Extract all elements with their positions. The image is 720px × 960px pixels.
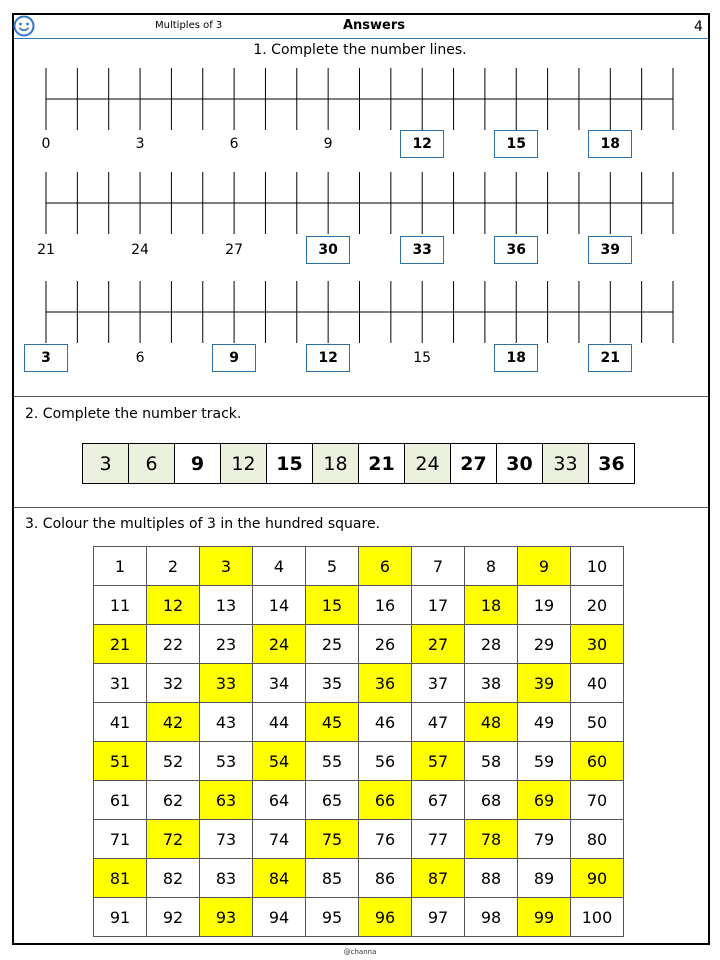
multiple-cell: 9 xyxy=(518,547,571,586)
number-label: 15 xyxy=(413,350,432,366)
multiple-cell: 12 xyxy=(147,586,200,625)
number-cell: 95 xyxy=(306,898,359,937)
hundred-square-row xyxy=(94,781,624,820)
number-cell: 8 xyxy=(465,547,518,586)
track-cell: 24 xyxy=(405,444,451,483)
number-cell: 74 xyxy=(253,820,306,859)
number-cell: 17 xyxy=(412,586,465,625)
number-cell: 26 xyxy=(359,625,412,664)
track-cell: 15 xyxy=(267,444,313,483)
number-cell: 98 xyxy=(465,898,518,937)
number-cell: 71 xyxy=(94,820,147,859)
number-label: 6 xyxy=(135,350,145,366)
number-cell: 38 xyxy=(465,664,518,703)
number-cell: 79 xyxy=(518,820,571,859)
answer-box: 3 xyxy=(24,344,68,372)
topic-label: Multiples of 3 xyxy=(155,20,223,31)
number-lines xyxy=(0,0,720,400)
multiple-cell: 42 xyxy=(147,703,200,742)
multiple-cell: 54 xyxy=(253,742,306,781)
hundred-square-row xyxy=(94,547,624,586)
number-cell: 91 xyxy=(94,898,147,937)
multiple-cell: 72 xyxy=(147,820,200,859)
multiple-cell: 6 xyxy=(359,547,412,586)
number-cell: 32 xyxy=(147,664,200,703)
number-cell: 5 xyxy=(306,547,359,586)
multiple-cell: 84 xyxy=(253,859,306,898)
multiple-cell: 27 xyxy=(412,625,465,664)
number-cell: 52 xyxy=(147,742,200,781)
answer-box: 21 xyxy=(588,344,632,372)
multiple-cell: 36 xyxy=(359,664,412,703)
multiple-cell: 51 xyxy=(94,742,147,781)
number-cell: 53 xyxy=(200,742,253,781)
number-label: 6 xyxy=(229,136,239,152)
number-cell: 44 xyxy=(253,703,306,742)
hundred-square-row xyxy=(94,586,624,625)
multiple-cell: 96 xyxy=(359,898,412,937)
number-cell: 10 xyxy=(571,547,624,586)
track-cell: 12 xyxy=(221,444,267,483)
number-cell: 56 xyxy=(359,742,412,781)
number-cell: 88 xyxy=(465,859,518,898)
number-cell: 83 xyxy=(200,859,253,898)
number-cell: 92 xyxy=(147,898,200,937)
multiple-cell: 69 xyxy=(518,781,571,820)
multiple-cell: 21 xyxy=(94,625,147,664)
multiple-cell: 66 xyxy=(359,781,412,820)
number-cell: 43 xyxy=(200,703,253,742)
number-track xyxy=(82,443,635,484)
number-cell: 85 xyxy=(306,859,359,898)
number-cell: 80 xyxy=(571,820,624,859)
answer-box: 36 xyxy=(494,236,538,264)
number-cell: 49 xyxy=(518,703,571,742)
number-cell: 11 xyxy=(94,586,147,625)
multiple-cell: 48 xyxy=(465,703,518,742)
number-cell: 40 xyxy=(571,664,624,703)
page-number: 4 xyxy=(694,19,703,35)
multiple-cell: 81 xyxy=(94,859,147,898)
hundred-square-row xyxy=(94,625,624,664)
q1-title: 1. Complete the number lines. xyxy=(253,42,467,58)
answer-box: 30 xyxy=(306,236,350,264)
hundred-square-row xyxy=(94,898,624,937)
number-cell: 61 xyxy=(94,781,147,820)
number-cell: 65 xyxy=(306,781,359,820)
number-cell: 97 xyxy=(412,898,465,937)
number-cell: 70 xyxy=(571,781,624,820)
answer-box: 18 xyxy=(588,130,632,158)
hundred-square-row xyxy=(94,820,624,859)
number-cell: 16 xyxy=(359,586,412,625)
number-cell: 22 xyxy=(147,625,200,664)
multiple-cell: 78 xyxy=(465,820,518,859)
number-cell: 62 xyxy=(147,781,200,820)
track-cell: 18 xyxy=(313,444,359,483)
multiple-cell: 18 xyxy=(465,586,518,625)
number-cell: 41 xyxy=(94,703,147,742)
answer-box: 9 xyxy=(212,344,256,372)
track-cell: 6 xyxy=(129,444,175,483)
multiple-cell: 45 xyxy=(306,703,359,742)
number-cell: 25 xyxy=(306,625,359,664)
multiple-cell: 75 xyxy=(306,820,359,859)
number-cell: 19 xyxy=(518,586,571,625)
number-cell: 58 xyxy=(465,742,518,781)
q3-title: 3. Colour the multiples of 3 in the hundred square. xyxy=(25,516,381,532)
multiple-cell: 15 xyxy=(306,586,359,625)
number-label: 9 xyxy=(323,136,333,152)
track-cell: 33 xyxy=(543,444,589,483)
number-cell: 28 xyxy=(465,625,518,664)
number-cell: 100 xyxy=(571,898,624,937)
hundred-square-row xyxy=(94,664,624,703)
number-cell: 4 xyxy=(253,547,306,586)
multiple-cell: 63 xyxy=(200,781,253,820)
number-cell: 73 xyxy=(200,820,253,859)
number-cell: 13 xyxy=(200,586,253,625)
number-label: 3 xyxy=(135,136,145,152)
multiple-cell: 99 xyxy=(518,898,571,937)
multiple-cell: 57 xyxy=(412,742,465,781)
multiple-cell: 90 xyxy=(571,859,624,898)
track-cell: 27 xyxy=(451,444,497,483)
hundred-square-row xyxy=(94,703,624,742)
number-cell: 82 xyxy=(147,859,200,898)
track-cell: 30 xyxy=(497,444,543,483)
multiple-cell: 93 xyxy=(200,898,253,937)
number-cell: 64 xyxy=(253,781,306,820)
hundred-square-row xyxy=(94,859,624,898)
number-cell: 47 xyxy=(412,703,465,742)
number-cell: 29 xyxy=(518,625,571,664)
number-cell: 86 xyxy=(359,859,412,898)
answer-box: 15 xyxy=(494,130,538,158)
number-cell: 7 xyxy=(412,547,465,586)
number-cell: 46 xyxy=(359,703,412,742)
number-cell: 59 xyxy=(518,742,571,781)
answer-box: 12 xyxy=(400,130,444,158)
number-label: 21 xyxy=(37,242,55,258)
number-cell: 31 xyxy=(94,664,147,703)
multiple-cell: 60 xyxy=(571,742,624,781)
number-label: 24 xyxy=(131,242,149,258)
number-label: 27 xyxy=(225,242,243,258)
number-cell: 20 xyxy=(571,586,624,625)
number-cell: 37 xyxy=(412,664,465,703)
hundred-square xyxy=(93,546,624,937)
track-cell: 36 xyxy=(598,452,625,475)
track-cell: 3 xyxy=(83,444,129,483)
number-cell: 76 xyxy=(359,820,412,859)
number-cell: 23 xyxy=(200,625,253,664)
hundred-square-row xyxy=(94,742,624,781)
number-cell: 55 xyxy=(306,742,359,781)
number-cell: 68 xyxy=(465,781,518,820)
track-cell: 21 xyxy=(359,444,405,483)
multiple-cell: 3 xyxy=(200,547,253,586)
number-cell: 34 xyxy=(253,664,306,703)
section-divider-1 xyxy=(14,396,708,397)
credit: @channa xyxy=(343,948,377,956)
answer-box: 18 xyxy=(494,344,538,372)
multiple-cell: 24 xyxy=(253,625,306,664)
number-cell: 2 xyxy=(147,547,200,586)
number-cell: 35 xyxy=(306,664,359,703)
number-label: 0 xyxy=(41,136,51,152)
answer-box: 12 xyxy=(306,344,350,372)
number-cell: 50 xyxy=(571,703,624,742)
multiple-cell: 30 xyxy=(571,625,624,664)
number-cell: 77 xyxy=(412,820,465,859)
number-cell: 67 xyxy=(412,781,465,820)
number-cell: 94 xyxy=(253,898,306,937)
q2-title: 2. Complete the number track. xyxy=(25,406,242,422)
number-cell: 89 xyxy=(518,859,571,898)
number-cell: 1 xyxy=(94,547,147,586)
number-cell: 14 xyxy=(253,586,306,625)
multiple-cell: 39 xyxy=(518,664,571,703)
track-cell: 9 xyxy=(175,444,221,483)
page-title: Answers xyxy=(342,18,406,33)
multiple-cell: 33 xyxy=(200,664,253,703)
multiple-cell: 87 xyxy=(412,859,465,898)
answer-box: 39 xyxy=(588,236,632,264)
section-divider-2 xyxy=(14,507,708,508)
answer-box: 33 xyxy=(400,236,444,264)
